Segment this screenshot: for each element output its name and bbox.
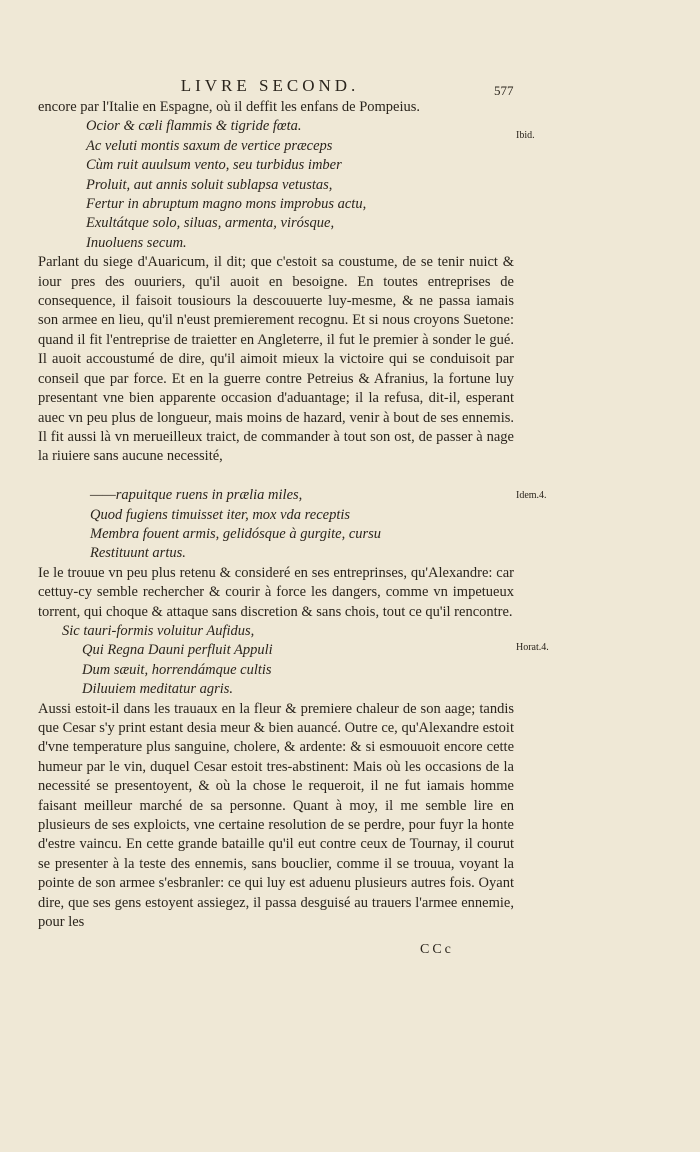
verse-line: Proluit, aut annis soluit sublapsa vetustas, (86, 176, 333, 193)
verse-line: Dum sæuit, horrendámque cultis (82, 661, 272, 678)
verse-line: Exultátque solo, siluas, armenta, virósque, (86, 215, 335, 232)
margin-note-ibid: Ibid. (516, 130, 535, 141)
verse-block-2 (38, 486, 514, 564)
verse-line: Cùm ruit auulsum vento, seu turbidus imber (86, 157, 342, 174)
verse-line: Diluuiem meditatur agris. (82, 681, 234, 698)
verse-line: Quod fugiens timuisset iter, mox vda receptis (90, 506, 351, 523)
verse-line: Qui Regna Dauni perfluit Appuli (82, 642, 273, 659)
verse-line: Sic tauri-formis voluitur Aufidus, (62, 622, 255, 639)
verse-line: Fertur in abruptum magno mons improbus actu, (86, 196, 367, 213)
signature-mark: CCc (420, 942, 454, 957)
verse-block-1 (38, 117, 514, 253)
verse-line: Ac veluti montis saxum de vertice præceps (86, 137, 333, 154)
intro-line: encore par l'Italie en Espagne, où il deffit les enfans de Pompeius. (38, 99, 421, 115)
paragraph: Parlant du siege d'Auaricum, il dit; que c'estoit sa coustume, de se tenir nuict & iour pres des ouuriers, qu'il auoit en besoigne. En toutes entreprises de consequence, il faisoit tousiours la descouuerte luy-mesme, & ne passa iamais son armee en lieu, qu'il n'eust premierement recognu. Et si nous croyons Suetone: quand il fit l'entreprise de traietter en Angleterre, il fut le premier à sonder le gué. Il auoit accoustumé de dire, qu'il aimoit mieux la victoire qui se conduisoit par conseil que par force. Et en la guerre contre Petreius & Afranius, la fortune luy presentant vne bien apparente occasion d'aduantage; il la refusa, dit-il, esperant auec vn peu plus de longueur, mais moins de hazard, venir à bout de ses ennemis. Il fit aussi là vn merueilleux traict, de commander à tout son ost, de passer à nage la riuiere sans aucune necessité, (38, 254, 514, 465)
main-text (38, 98, 514, 932)
verse-line: Restituunt artus. (90, 545, 186, 562)
margin-note-idem: Idem.4. (516, 490, 547, 501)
margin-note-horat: Horat.4. (516, 642, 549, 653)
verse-block-3 (38, 622, 514, 700)
verse-line: Membra fouent armis, gelidósque à gurgite, cursu (90, 525, 382, 542)
running-header: LIVRE SECOND. (180, 76, 360, 95)
verse-line: Inuoluens secum. (86, 234, 187, 251)
page-number: 577 (494, 83, 514, 98)
paragraph: Ie le trouue vn peu plus retenu & consideré en ses entreprinses, qu'Alexandre: car cettuy-cy semble rechercher & courir à force les dangers, comme vn impetueux torrent, qui choque & attaque sans discretion & sans chois, tout ce qu'il rencontre. (38, 564, 514, 620)
verse-line: Ocior & cæli flammis & tigride fœta. (86, 118, 302, 135)
paragraph: Aussi estoit-il dans les trauaux en la fleur & premiere chaleur de son aage; tandis que Cesar s'y print estant desia meur & bien auancé. Outre ce, qu'Alexandre estoit d'vne temperature plus sanguine, cholere, & ardente: & si esmouuoit encore cette humeur par le vin, duquel Cesar estoit tres-abstinent: Mais où les occasions de la necessité se presentoyent, & où la chose le requeroit, il ne fut iamais homme faisant meilleur marché de sa personne. Quant à moy, il me semble lire en plusieurs de ses exploicts, vne certaine resolution de se perdre, pour fuyr la honte d'estre vaincu. En cette grande bataille qu'il eut contre ceux de Tournay, il courut se presenter à la teste des ennemis, sans bouclier, comme il se trouua, voyant la pointe de son armee s'esbranler: ce qui luy est aduenu plusieurs autres fois. Oyant dire, que ses gens estoyent assiegez, il passa desguisé au trauers l'armee ennemie, pour les (38, 700, 514, 931)
verse-line: ——rapuitque ruens in prælia miles, (90, 487, 303, 504)
